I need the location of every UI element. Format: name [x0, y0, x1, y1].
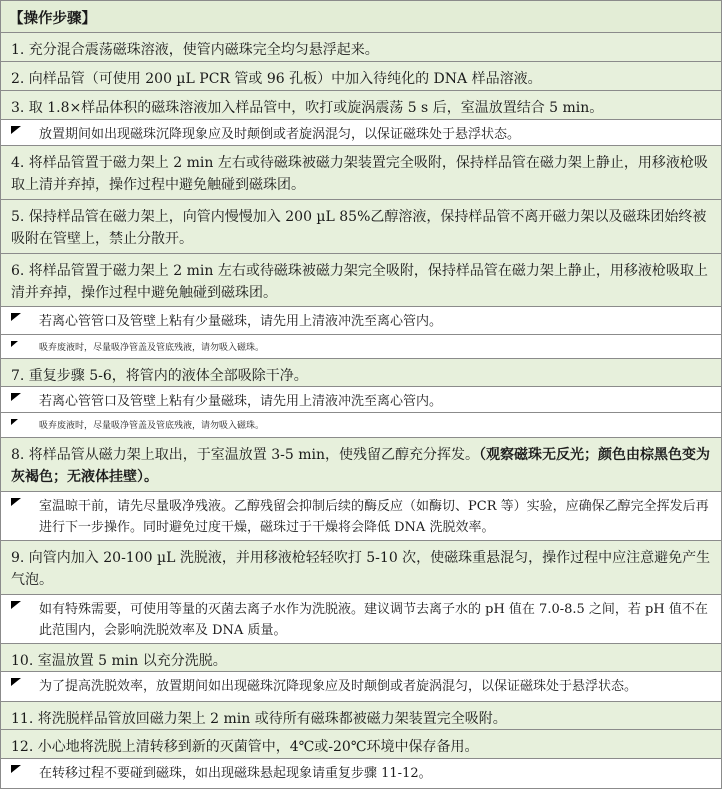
note-text: 吸弃废液时，尽量吸净管盖及管底残液，请勿吸入磁珠。	[39, 343, 265, 353]
note-flag-icon	[11, 498, 21, 506]
step-9	[1, 541, 721, 595]
note-flag-icon	[11, 765, 21, 773]
step-text: 10. 室温放置 5 min 以充分洗脱。	[11, 653, 227, 669]
note-text: 如有特殊需要，可使用等量的灭菌去离子水作为洗脱液。建议调节去离子水的 pH 值在 7.0-8.5 之间，若 pH 值不在此范围内，会影响洗脱效率及 DNA 质量。	[39, 602, 708, 638]
step-text: 6. 将样品管置于磁力架上 2 min 左右或待磁珠被磁力架完全吸附，保持样品管在磁力架上静止，用移液枪吸取上清并弃掉，操作过程中避免触碰到磁珠团。	[11, 263, 708, 301]
note-step-6b	[1, 335, 721, 359]
note-text: 吸弃废液时，尽量吸净管盖及管底残液，请勿吸入磁珠。	[39, 421, 265, 431]
step-text: 5. 保持样品管在磁力架上，向管内慢慢加入 200 µL 85%乙醇溶液，保持样品管不离开磁力架以及磁珠团始终被吸附在管壁上，禁止分散开。	[11, 209, 707, 247]
step-text: 7. 重复步骤 5-6，将管内的液体全部吸除干净。	[11, 368, 308, 384]
step-3	[1, 91, 721, 120]
section-title: 【操作步骤】	[9, 10, 96, 27]
step-text: 4. 将样品管置于磁力架上 2 min 左右或待磁珠被磁力架装置完全吸附，保持样品管在磁力架上静止，用移液枪吸取上清并弃掉，操作过程中避免触碰到磁珠团。	[11, 155, 708, 193]
note-step-7b	[1, 413, 721, 438]
section-header	[1, 1, 721, 33]
note-step-12	[1, 759, 721, 788]
note-flag-icon	[11, 419, 18, 425]
note-flag-icon	[11, 678, 21, 686]
step-1	[1, 33, 721, 62]
step-5	[1, 200, 721, 254]
step-text: 9. 向管内加入 20-100 µL 洗脱液，并用移液枪轻轻吹打 5-10 次，使磁珠重悬混匀，操作过程中应注意避免产生气泡。	[11, 550, 711, 588]
note-text: 在转移过程不要碰到磁珠，如出现磁珠悬起现象请重复步骤 11-12。	[39, 766, 432, 781]
note-step-3	[1, 120, 721, 146]
step-8	[1, 438, 721, 492]
note-text: 若离心管管口及管壁上粘有少量磁珠，请先用上清液冲洗至离心管内。	[39, 314, 443, 329]
step-8-observation: （观察磁珠无反光；颜色由棕黑色变为灰褐色；无液体挂壁）。	[11, 447, 711, 485]
step-text: 12. 小心地将洗脱上清转移到新的灭菌管中，4℃或-20℃环境中保存备用。	[11, 739, 479, 755]
note-text: 若离心管管口及管壁上粘有少量磁珠，请先用上清液冲洗至离心管内。	[39, 394, 443, 409]
note-text: 为了提高洗脱效率，放置期间如出现磁珠沉降现象应及时颠倒或者旋涡混匀，以保证磁珠处于悬浮状态。	[39, 679, 638, 694]
step-6	[1, 254, 721, 307]
step-text: 3. 取 1.8×样品体积的磁珠溶液加入样品管中，吹打或旋涡震荡 5 s 后，室温放置结合 5 min。	[11, 100, 604, 116]
step-10	[1, 644, 721, 672]
step-11	[1, 702, 721, 730]
note-text: 放置期间如出现磁珠沉降现象应及时颠倒或者旋涡混匀，以保证磁珠处于悬浮状态。	[39, 127, 521, 142]
note-step-7a	[1, 387, 721, 413]
step-text: 8. 将样品管从磁力架上取出，于室温放置 3-5 min，使残留乙醇充分挥发。	[11, 447, 480, 463]
step-text: 1. 充分混合震荡磁珠溶液，使管内磁珠完全均匀悬浮起来。	[11, 42, 379, 58]
note-flag-icon	[11, 393, 21, 401]
step-2	[1, 62, 721, 91]
note-step-6a	[1, 307, 721, 335]
note-text: 室温晾干前，请先尽量吸净残液。乙醇残留会抑制后续的酶反应（如酶切、PCR 等）实验，应确保乙醇完全挥发后再进行下一步操作。同时避免过度干燥，磁珠过于干燥将会降低 DNA 洗脱效率。	[39, 499, 709, 535]
note-flag-icon	[11, 601, 21, 609]
note-flag-icon	[11, 341, 18, 347]
step-12	[1, 730, 721, 759]
step-7	[1, 359, 721, 387]
step-text: 11. 将洗脱样品管放回磁力架上 2 min 或待所有磁珠都被磁力架装置完全吸附。	[11, 711, 507, 727]
step-4	[1, 146, 721, 200]
note-flag-icon	[11, 126, 21, 134]
note-flag-icon	[11, 313, 21, 321]
note-step-9	[1, 595, 721, 644]
step-text: 2. 向样品管（可使用 200 µL PCR 管或 96 孔板）中加入待纯化的 DNA 样品溶液。	[11, 71, 542, 87]
note-step-8	[1, 492, 721, 541]
note-step-10	[1, 672, 721, 702]
